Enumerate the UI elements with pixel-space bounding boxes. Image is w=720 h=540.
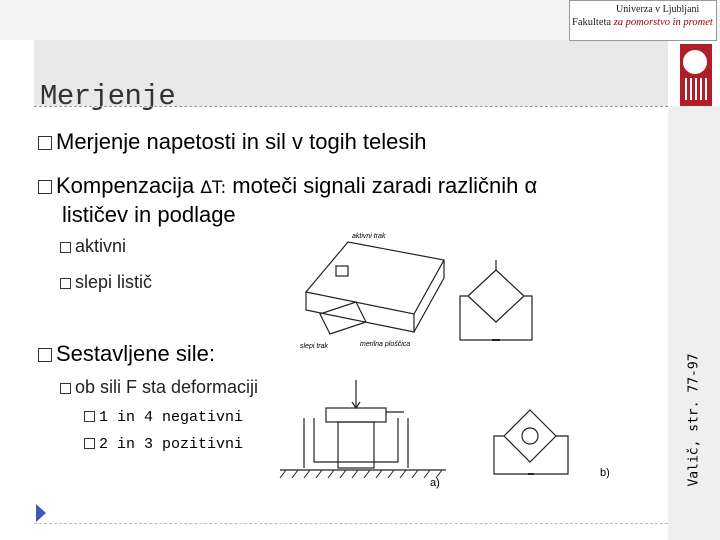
bullet-square-icon: [38, 180, 52, 194]
university-logo: [569, 0, 717, 41]
bullet-square-icon: [60, 278, 71, 289]
subbullet-dummy: slepi listič: [60, 272, 152, 293]
bullet-square-icon: [38, 348, 52, 362]
bullet-compensation-continuation: lističev in podlage: [62, 202, 236, 227]
next-slide-arrow-icon[interactable]: [36, 504, 46, 522]
figure-label-dummy-strip: slepi trak: [300, 343, 329, 350]
tertiary-positive: 2 in 3 pozitivni: [84, 436, 243, 453]
title-divider: [34, 106, 668, 107]
university-name: Univerza v Ljubljani: [616, 4, 700, 15]
faculty-name: Fakulteta za pomorstvo in promet: [572, 17, 713, 28]
bullet-composite-forces: Sestavljene sile:: [38, 341, 215, 367]
subbullet-active: aktivni: [60, 236, 126, 257]
figure-label-active-strip: aktivni trak: [352, 233, 386, 240]
source-reference: Valič, str. 77-97: [686, 353, 702, 487]
wheatstone-bridge-sketch-2: [484, 400, 624, 486]
slide-title: Merjenje: [40, 80, 176, 113]
bullet-square-icon: [60, 242, 71, 253]
figure-label-b: b): [600, 467, 610, 479]
bullet-square-icon: [84, 438, 95, 449]
subbullet-deformations: ob sili F sta deformaciji: [60, 377, 258, 398]
bullet-square-icon: [60, 383, 71, 394]
bullet-measurement: Merjenje napetosti in sil v togih telesih: [38, 129, 427, 155]
bullet-square-icon: [38, 136, 52, 150]
tertiary-negative: 1 in 4 negativni: [84, 409, 243, 426]
load-cell-sketch: [276, 378, 466, 489]
bullet-compensation: Kompenzacija ΔT: moteči signali zaradi različnih α: [38, 173, 537, 199]
faculty-seal-icon: [680, 44, 712, 106]
figure-label-measuring-plate: merilna ploščica: [360, 341, 411, 348]
bullet-square-icon: [84, 411, 95, 422]
strain-gauge-block-sketch: [296, 222, 450, 350]
figure-label-a: a): [430, 477, 440, 489]
wheatstone-bridge-sketch-1: [452, 256, 544, 348]
footer-divider: [34, 523, 668, 524]
